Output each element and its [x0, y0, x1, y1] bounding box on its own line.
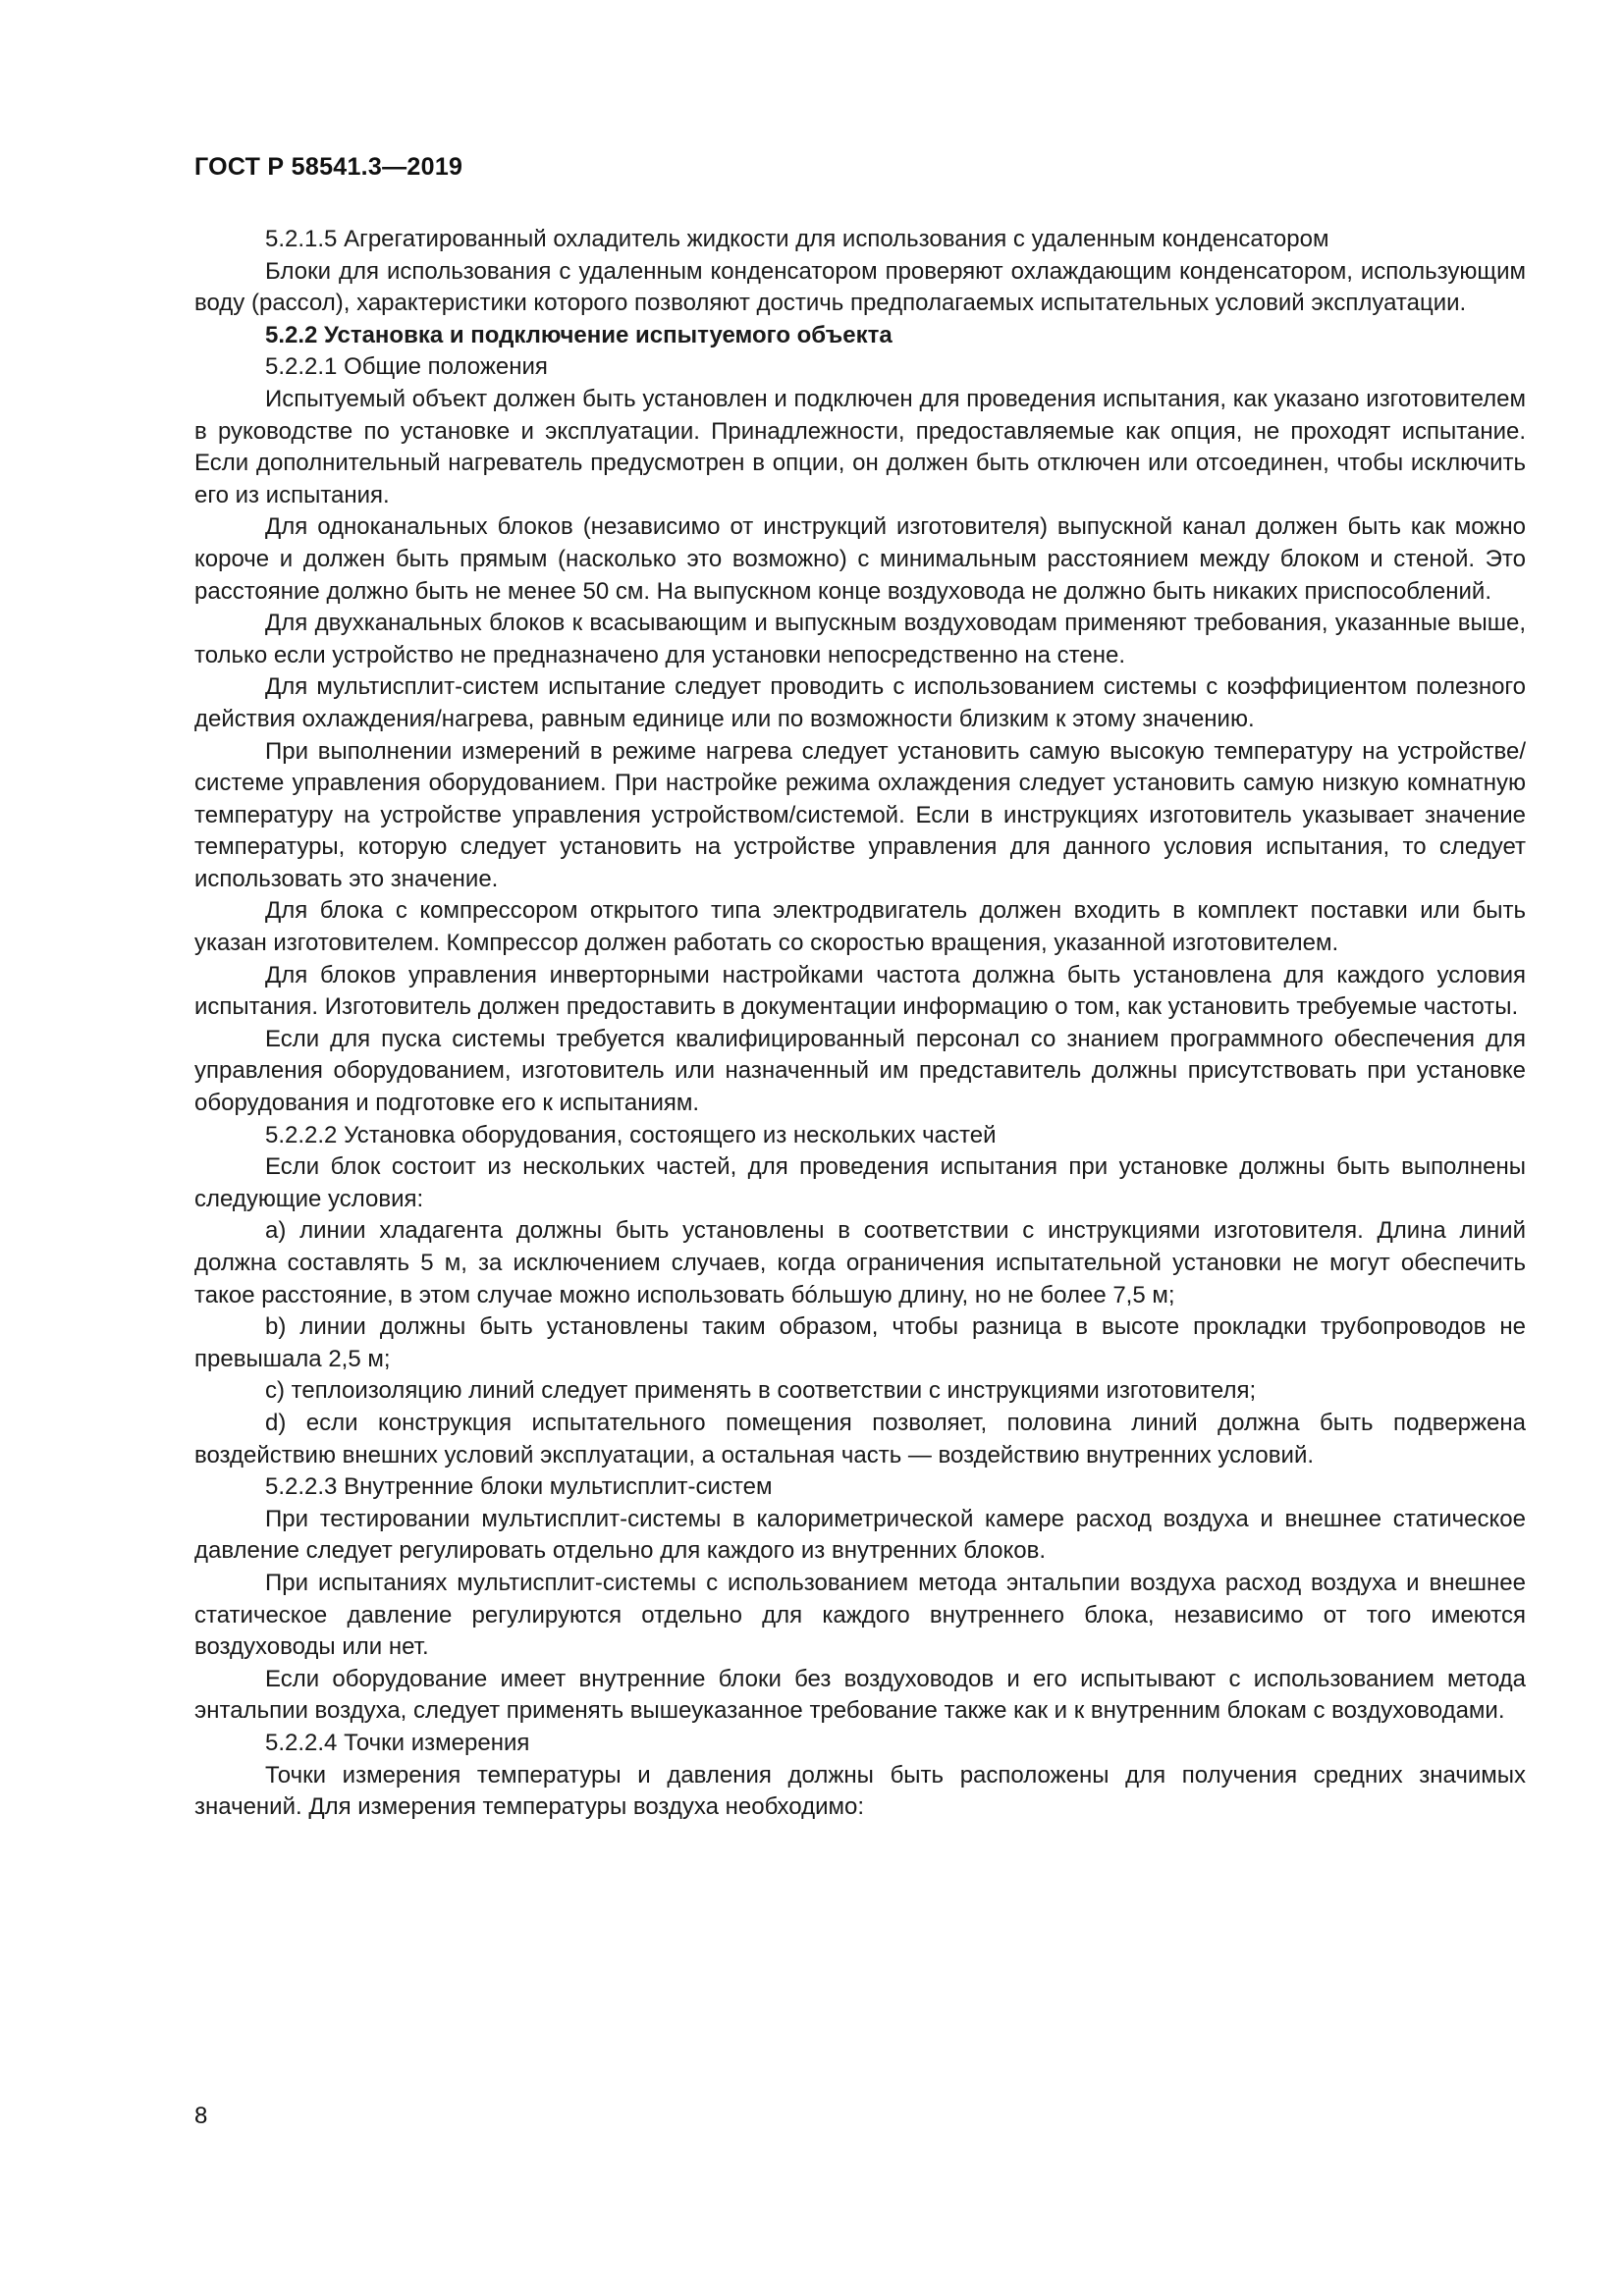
page-number: 8 — [194, 2103, 208, 2129]
paragraph-clause-5-2-2-3: 5.2.2.3 Внутренние блоки мультисплит-систем — [265, 1473, 773, 1501]
paragraph: Блоки для использования с удаленным конденсатором проверяют охлаждающим конденсатором, использующим воду (рассол), характеристики которого позволяют достичь предполагаемых испытательных условий эксплуатации. — [194, 257, 1526, 317]
list-item-d: d) если конструкция испытательного помещения позволяет, половина линий должна быть подвержена воздействию внешних условий эксплуатации, а остальная часть — воздействию внутренних условий. — [194, 1409, 1526, 1468]
paragraph: Для блока с компрессором открытого типа электродвигатель должен входить в комплект поставки или быть указан изготовителем. Компрессор должен работать со скоростью вращения, указанной изготовителем. — [194, 897, 1526, 957]
section-heading-5-2-2: 5.2.2 Установка и подключение испытуемого объекта — [265, 321, 893, 348]
paragraph-clause-5-2-1-5: 5.2.1.5 Агрегатированный охладитель жидкости для использования с удаленным конденсатором — [265, 226, 1329, 252]
list-item-c: c) теплоизоляцию линий следует применять в соответствии с инструкциями изготовителя; — [265, 1377, 1257, 1405]
list-item-b: b) линии должны быть установлены таким образом, чтобы разница в высоте прокладки трубопроводов не превышала 2,5 м; — [194, 1313, 1526, 1372]
paragraph: При тестировании мультисплит-системы в калориметрической камере расход воздуха и внешнее статическое давление следует регулировать отдельно для каждого из внутренних блоков. — [194, 1505, 1526, 1565]
paragraph: Если оборудование имеет внутренние блоки без воздуховодов и его испытывают с использованием метода энтальпии воздуха, следует применять вышеуказанное требование также как и к внутренним блокам с воздуховодами. — [194, 1665, 1526, 1725]
paragraph-clause-5-2-2-4: 5.2.2.4 Точки измерения — [265, 1729, 530, 1756]
paragraph-clause-5-2-2-1: 5.2.2.1 Общие положения — [265, 353, 548, 381]
document-body — [194, 224, 1526, 1824]
paragraph: При испытаниях мультисплит-системы с использованием метода энтальпии воздуха расход воздуха и внешнее статическое давление регулируются отдельно для каждого внутреннего блока, независимо от того имеются воздуховоды или нет. — [194, 1569, 1526, 1661]
paragraph: Испытуемый объект должен быть установлен и подключен для проведения испытания, как указано изготовителем в руководстве по установке и эксплуатации. Принадлежности, предоставляемые как опция, не проходят испытание. Если дополнительный нагреватель предусмотрен в опции, он должен быть отключен или отсоединен, чтобы исключить его из испытания. — [194, 385, 1526, 508]
paragraph: Для двухканальных блоков к всасывающим и выпускным воздуховодам применяют требования, указанные выше, только если устройство не предназначено для установки непосредственно на стене. — [194, 610, 1526, 668]
document-header: ГОСТ Р 58541.3—2019 — [194, 153, 463, 181]
paragraph: Для мультисплит-систем испытание следует проводить с использованием системы с коэффициентом полезного действия охлаждения/нагрева, равным единице или по возможности близким к этому значению. — [194, 673, 1526, 732]
list-item-a: a) линии хладагента должны быть установлены в соответствии с инструкциями изготовителя. Длина линий должна составлять 5 м, за исключением случаев, когда ограничения испытательной установки не могут обеспечить такое расстояние, в этом случае можно использовать бóльшую длину, но не более 7,5 м; — [194, 1217, 1526, 1308]
paragraph: Если блок состоит из нескольких частей, для проведения испытания при установке должны быть выполнены следующие условия: — [194, 1153, 1526, 1212]
paragraph: При выполнении измерений в режиме нагрева следует установить самую высокую температуру на устройстве/системе управления оборудованием. При настройке режима охлаждения следует установить самую низкую комнатную температуру на устройстве управления устройством/системой. Если в инструкциях изготовитель указывает значение температуры, которую следует установить на устройстве управления для данного условия испытания, то следует использовать это значение. — [194, 737, 1526, 892]
paragraph: Для блоков управления инверторными настройками частота должна быть установлена для каждого условия испытания. Изготовитель должен предоставить в документации информацию о том, как установить требуемые частоты. — [194, 961, 1526, 1021]
paragraph: Для одноканальных блоков (независимо от инструкций изготовителя) выпускной канал должен быть как можно короче и должен быть прямым (насколько это возможно) с минимальным расстоянием между блоком и стеной. Это расстояние должно быть не менее 50 см. На выпускном конце воздуховода не должно быть никаких приспособлений. — [194, 513, 1526, 605]
paragraph: Точки измерения температуры и давления должны быть расположены для получения средних значимых значений. Для измерения температуры воздуха необходимо: — [194, 1761, 1526, 1821]
paragraph: Если для пуска системы требуется квалифицированный персонал со знанием программного обеспечения для управления оборудованием, изготовитель или назначенный им представитель должны присутствовать при установке оборудования и подготовке его к испытаниям. — [194, 1025, 1526, 1117]
paragraph-clause-5-2-2-2: 5.2.2.2 Установка оборудования, состоящего из нескольких частей — [265, 1121, 997, 1148]
